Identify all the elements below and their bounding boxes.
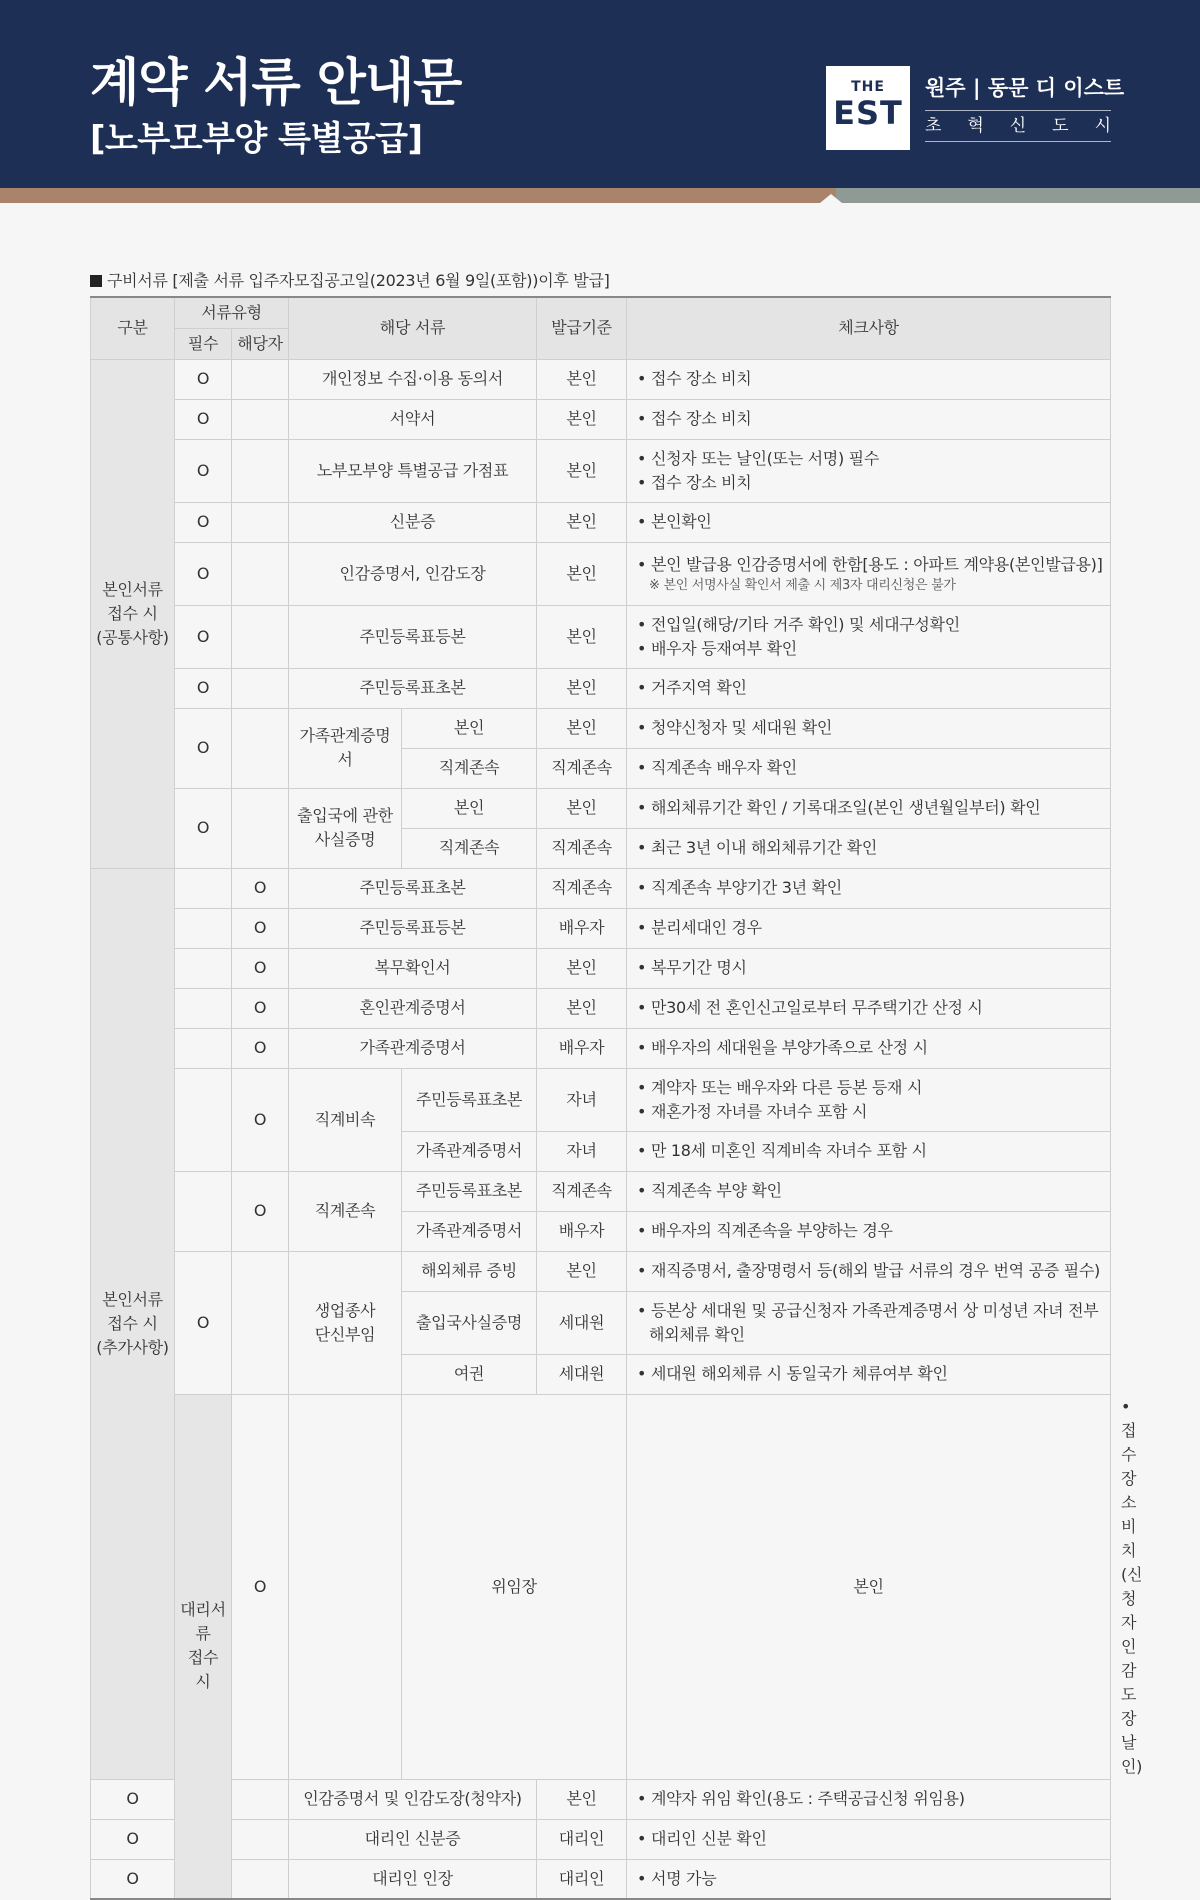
issue-basis: 본인 [537,502,627,542]
brand-tagline [925,114,1111,138]
check-item: • 세대원 해외체류 시 동일국가 체류여부 확인 [627,1354,1111,1394]
issue-basis: 자녀 [537,1131,627,1171]
issue-basis: 세대원 [537,1354,627,1394]
brand-name: 원주 | 동문 디 이스트 [925,76,1125,100]
document-sub: 여권 [402,1354,537,1394]
brand-tagline-char: 혁 [967,116,984,136]
applicable-mark [232,399,289,439]
document-sub: 주민등록표초본 [402,1171,537,1211]
header-issue-basis: 발급기준 [537,297,627,359]
brand-tagline-char: 신 [1009,116,1027,136]
check-item: • 접수 장소 비치 [627,399,1111,439]
table-row [91,908,1111,948]
issue-basis: 대리인 [537,1859,627,1899]
applicable-mark [232,1779,289,1819]
issue-basis: 본인 [537,1779,627,1819]
table-row [91,1171,1111,1211]
table-row [91,1028,1111,1068]
brand-tagline-char: 초 [925,116,942,136]
check-line: • 재혼가정 자녀를 자녀수 포함 시 [637,1101,868,1121]
issue-basis: 직계존속 [537,1171,627,1211]
document-sub: 본인 [402,708,537,748]
document-name: 직계존속 [289,1171,402,1251]
document-name: 출입국에 관한 사실증명 [289,788,402,868]
document-sub: 직계존속 [402,748,537,788]
table-row [91,359,1111,399]
applicable-mark: O [232,988,289,1028]
issue-basis: 본인 [537,708,627,748]
brand-tagline-char: 시 [1094,116,1111,136]
header-applicable: 해당자 [232,328,289,359]
document-sub: 본인 [402,788,537,828]
check-item: • 청약신청자 및 세대원 확인 [627,708,1111,748]
table-header-row [91,297,1111,328]
table-row [91,399,1111,439]
issue-basis: 본인 [537,359,627,399]
required-mark: O [91,1819,175,1859]
check-line: • 본인 발급용 인감증명서에 한함[용도 : 아파트 계약용(본인발급용)] [637,554,1103,574]
issue-basis: 본인 [537,605,627,668]
check-item: • 거주지역 확인 [627,668,1111,708]
issue-basis: 세대원 [537,1291,627,1354]
group-common: 본인서류 접수 시 (공통사항) [91,359,175,868]
issue-basis: 직계존속 [537,828,627,868]
table-row [91,668,1111,708]
accent-band-gray [836,188,1200,203]
check-line: • 전입일(해당/기타 거주 확인) 및 세대구성확인 [637,614,960,634]
applicable-mark [289,1394,402,1779]
document-sub: 직계존속 [402,828,537,868]
required-mark: O [175,399,232,439]
required-mark [175,1171,232,1251]
document-name: 대리인 신분증 [289,1819,537,1859]
issue-basis: 배우자 [537,908,627,948]
group-additional: 본인서류 접수 시 (추가사항) [91,868,175,1779]
document-name: 직계비속 [289,1068,402,1171]
document-name: 가족관계증명서 [289,1028,537,1068]
check-item [627,605,1111,668]
check-item: • 배우자의 직계존속을 부양하는 경우 [627,1211,1111,1251]
accent-band-brown [0,188,836,203]
check-item: • 서명 가능 [627,1859,1111,1899]
table-row [91,1251,1111,1291]
brand-divider-bottom [925,141,1111,142]
document-sub: 주민등록표초본 [402,1068,537,1131]
applicable-mark [232,542,289,605]
check-item: • 분리세대인 경우 [627,908,1111,948]
header-document: 해당 서류 [289,297,537,359]
check-item [627,1068,1111,1131]
check-item: • 직계존속 부양기간 3년 확인 [627,868,1111,908]
header-gubun: 구분 [91,297,175,359]
document-name: 가족관계증명서 [289,708,402,788]
check-item: • 접수 장소 비치 [627,359,1111,399]
check-item: • 만30세 전 혼인신고일로부터 무주택기간 산정 시 [627,988,1111,1028]
table-row [91,948,1111,988]
applicable-mark [232,1819,289,1859]
brand-divider [925,110,1111,111]
document-name: 위임장 [402,1394,627,1779]
issue-basis: 배우자 [537,1211,627,1251]
table-row [91,502,1111,542]
check-line: • 계약자 또는 배우자와 다른 등본 등재 시 [637,1077,923,1097]
check-item: • 직계존속 부양 확인 [627,1171,1111,1211]
required-mark: O [175,708,232,788]
document-name: 혼인관계증명서 [289,988,537,1028]
table-row [91,542,1111,605]
issue-basis: 본인 [537,1251,627,1291]
table-row [91,439,1111,502]
document-sub: 해외체류 증빙 [402,1251,537,1291]
issue-basis: 본인 [537,988,627,1028]
required-mark [175,908,232,948]
issue-basis: 자녀 [537,1068,627,1131]
issue-basis: 배우자 [537,1028,627,1068]
applicable-mark [232,605,289,668]
applicable-mark: O [232,1171,289,1251]
check-item: • 복무기간 명시 [627,948,1111,988]
table-row [91,1068,1111,1131]
document-name: 개인정보 수집·이용 동의서 [289,359,537,399]
issue-basis: 본인 [627,1394,1111,1779]
check-line: • 접수 장소 비치 [637,472,752,492]
required-mark: O [175,502,232,542]
applicable-mark: O [232,868,289,908]
document-name: 주민등록표초본 [289,668,537,708]
section-label [90,270,610,292]
document-name: 신분증 [289,502,537,542]
table-row [91,1779,1111,1819]
table-row [91,988,1111,1028]
check-item [627,1291,1111,1354]
applicable-mark [232,1251,289,1394]
check-item: • 만 18세 미혼인 직계비속 자녀수 포함 시 [627,1131,1111,1171]
required-mark: O [175,359,232,399]
required-mark: O [175,668,232,708]
required-mark: O [175,1251,232,1394]
applicable-mark: O [232,1028,289,1068]
table-row [91,1819,1111,1859]
section-label-text: 구비서류 [제출 서류 입주자모집공고일(2023년 6월 9일(포함))이후 발급] [107,271,610,290]
logo-the-text: THE [851,79,885,95]
required-mark [175,868,232,908]
required-mark: O [91,1779,175,1819]
required-mark [175,948,232,988]
accent-band [0,188,1200,203]
check-note: ※ 본인 서명사실 확인서 제출 시 제3자 대리신청은 불가 [649,577,956,593]
document-name: 주민등록표등본 [289,908,537,948]
document-name: 대리인 인장 [289,1859,537,1899]
applicable-mark [232,668,289,708]
check-item: • 직계존속 배우자 확인 [627,748,1111,788]
applicable-mark: O [232,1068,289,1171]
document-name: 주민등록표등본 [289,605,537,668]
the-est-logo [826,66,910,150]
required-mark [175,988,232,1028]
issue-basis: 본인 [537,439,627,502]
document-sub: 가족관계증명서 [402,1131,537,1171]
table-row [91,1859,1111,1899]
header-type: 서류유형 [175,297,289,328]
required-mark: O [175,788,232,868]
applicable-mark [232,1859,289,1899]
check-item: • 본인확인 [627,502,1111,542]
issue-basis: 직계존속 [537,748,627,788]
issue-basis: 본인 [537,668,627,708]
required-mark: O [175,542,232,605]
check-item [627,542,1111,605]
logo-est-text: EST [833,94,903,132]
page-title: 계약 서류 안내문 [90,54,462,113]
check-line: 해외체류 확인 [649,1324,745,1344]
required-mark: O [232,1394,289,1779]
page-subtitle: [노부모부양 특별공급] [90,119,423,159]
table-row: 대리서류 접수 시 O 위임장 본인 • 접수 장소 비치(신청자 인감도장 날인) [91,1394,1111,1779]
document-name: 인감증명서 및 인감도장(청약자) [289,1779,537,1819]
header-required: 필수 [175,328,232,359]
issue-basis: 대리인 [537,1819,627,1859]
header-check: 체크사항 [627,297,1111,359]
check-item [627,439,1111,502]
document-name: 노부모부양 특별공급 가점표 [289,439,537,502]
table-row [91,605,1111,668]
required-mark [175,1068,232,1171]
issue-basis: 본인 [537,399,627,439]
document-name: 서약서 [289,399,537,439]
group-proxy: 대리서류 접수 시 [175,1394,232,1899]
accent-band-notch [820,194,842,203]
documents-table [90,296,1143,1900]
applicable-mark: O [232,948,289,988]
document-name: 생업종사 단신부임 [289,1251,402,1394]
issue-basis: 본인 [537,788,627,828]
square-bullet-icon [90,275,102,287]
required-mark: O [91,1859,175,1899]
document-name: 복무확인서 [289,948,537,988]
document-name: 주민등록표초본 [289,868,537,908]
check-item: • 최근 3년 이내 해외체류기간 확인 [627,828,1111,868]
check-line: • 등본상 세대원 및 공급신청자 가족관계증명서 상 미성년 자녀 전부 [637,1300,1099,1320]
applicable-mark [232,439,289,502]
header-banner [0,0,1200,188]
check-line: • 배우자 등재여부 확인 [637,638,797,658]
applicable-mark [232,788,289,868]
applicable-mark [232,359,289,399]
document-sub: 가족관계증명서 [402,1211,537,1251]
table-row [91,868,1111,908]
required-mark: O [175,439,232,502]
document-sub: 출입국사실증명 [402,1291,537,1354]
check-item: • 계약자 위임 확인(용도 : 주택공급신청 위임용) [627,1779,1111,1819]
required-mark: O [175,605,232,668]
brand-tagline-char: 도 [1052,116,1069,136]
check-item: • 배우자의 세대원을 부양가족으로 산정 시 [627,1028,1111,1068]
check-line: • 신청자 또는 날인(또는 서명) 필수 [637,448,879,468]
issue-basis: 직계존속 [537,868,627,908]
applicable-mark [232,502,289,542]
check-item: • 재직증명서, 출장명령서 등(해외 발급 서류의 경우 번역 공증 필수) [627,1251,1111,1291]
table-row [91,708,1111,748]
applicable-mark: O [232,908,289,948]
document-name: 인감증명서, 인감도장 [289,542,537,605]
required-mark [175,1028,232,1068]
table-row [91,788,1111,828]
applicable-mark [232,708,289,788]
check-item: • 해외체류기간 확인 / 기록대조일(본인 생년월일부터) 확인 [627,788,1111,828]
issue-basis: 본인 [537,542,627,605]
issue-basis: 본인 [537,948,627,988]
check-item: • 대리인 신분 확인 [627,1819,1111,1859]
